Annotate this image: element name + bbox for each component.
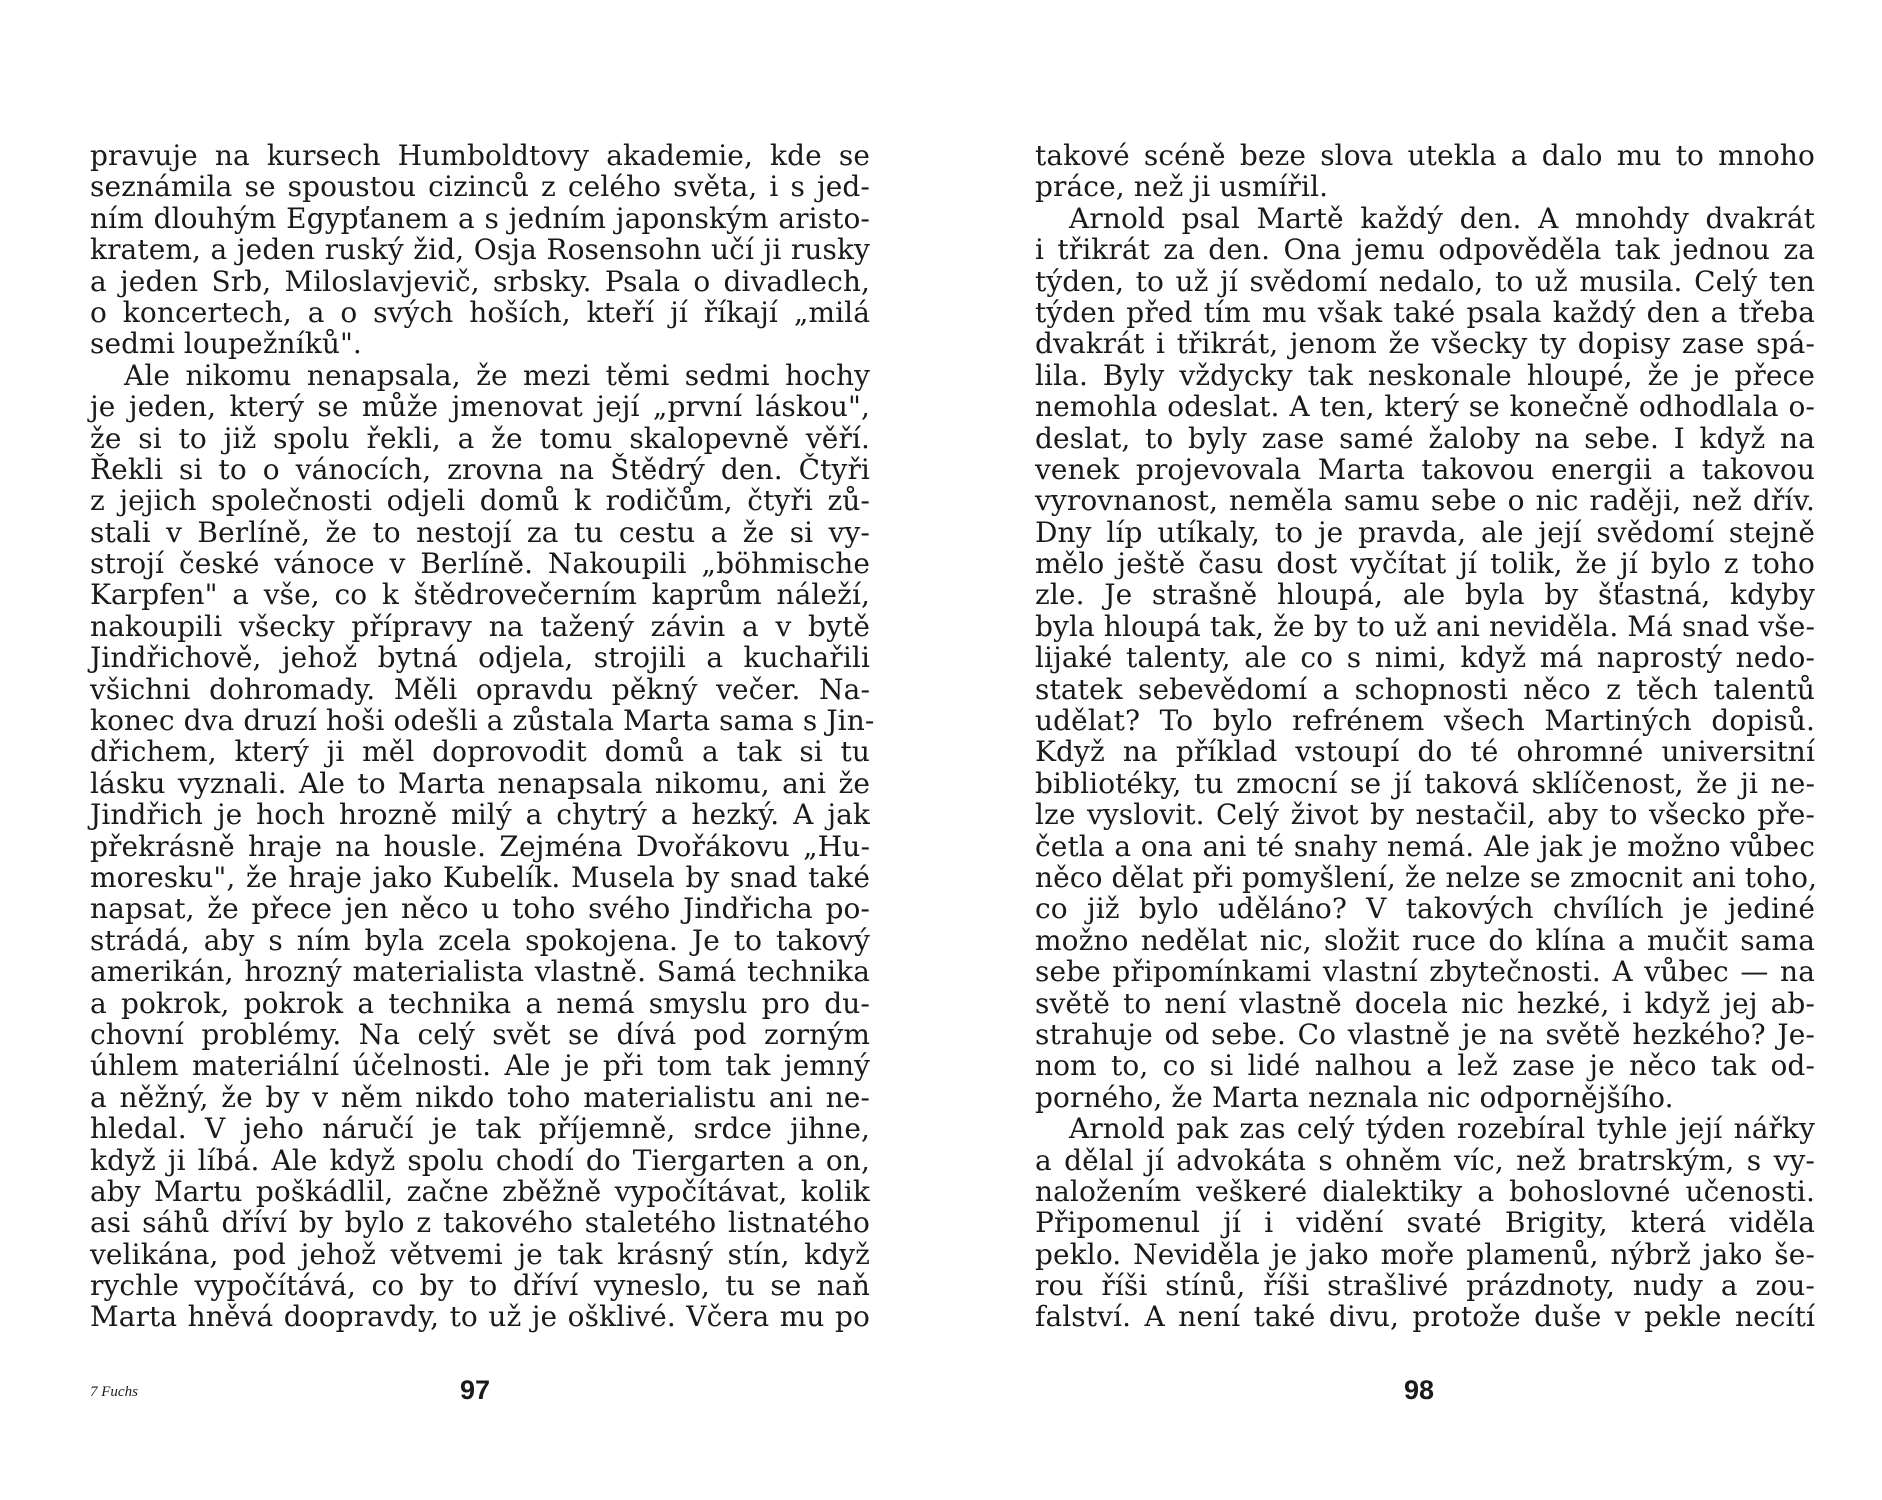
text-line: vyrovnanost, neměla samu sebe o nic raději, než dřív. [1035,484,1815,518]
text-line: aby Martu poškádlil, začne zběžně vypočítávat, kolik [90,1174,870,1208]
text-line: překrásně hraje na housle. Zejména Dvořákovu „Hu- [90,829,870,863]
text-line: byla hloupá tak, že by to už ani neviděla. Má snad vše- [1035,609,1815,643]
text-line: asi sáhů dříví by bylo z takového staletého listnatého [90,1206,870,1240]
text-line: nakoupili všecky přípravy na tažený závin a v bytě [90,609,870,643]
text-line: lila. Byly vždycky tak neskonale hloupé, že je přece [1035,358,1815,392]
text-line: a jeden Srb, Miloslavjevič, srbsky. Psala o divadlech, [90,264,870,298]
text-line: hledal. V jeho náručí je tak příjemně, srdce jihne, [90,1112,870,1146]
text-line: kratem, a jeden ruský žid, Osja Rosensohn učí ji rusky [90,233,870,267]
text-line: rou říši stínů, říši strašlivé prázdnoty, nudy a zou- [1035,1269,1815,1303]
text-line: práce, než ji usmířil. [1035,170,1329,204]
text-line: i třikrát za den. Ona jemu odpověděla tak jednou za [1035,233,1815,267]
text-line: a pokrok, pokrok a technika a nemá smyslu pro du- [90,986,870,1020]
text-line: naložením veškeré dialektiky a bohoslovné učenosti. [1035,1174,1815,1208]
text-line: mělo ještě času dost vyčítat jí tolik, že jí bylo z toho [1035,547,1815,581]
text-line: světě to není vlastně docela nic hezké, i když jej ab- [1035,986,1815,1020]
text-line: lásku vyznali. Ale to Marta nenapsala nikomu, ani že [90,766,870,800]
text-line: lze vyslovit. Celý život by nestačil, aby to všecko pře- [1035,798,1815,832]
text-line: Když na příklad vstoupí do té ohromné universitní [1035,735,1815,769]
text-line: takové scéně beze slova utekla a dalo mu to mnoho [1035,139,1815,172]
text-line: nemohla odeslat. A ten, který se konečně odhodlala o- [1035,390,1815,424]
text-line: dvakrát i třikrát, jenom že všecky ty dopisy zase spá- [1035,327,1815,361]
text-line: Dny líp utíkaly, to je pravda, ale její svědomí stejně [1035,515,1815,549]
text-line: falství. A není také divu, protože duše v pekle necítí [1035,1300,1815,1334]
text-line: strahuje od sebe. Co vlastně je na světě hezkého? Je- [1035,1017,1815,1051]
right-page [941,0,1882,1500]
text-line: Marta hněvá doopravdy, to už je ošklivé. Včera mu po [90,1300,870,1334]
text-line: z jejich společnosti odjeli domů k rodičům, čtyři zů- [90,484,870,518]
text-line: konec dva druzí hoši odešli a zůstala Marta sama s Jin- [90,704,875,738]
text-line: velikána, pod jehož větvemi je tak krásný stín, když [90,1237,870,1271]
text-line: sebe připomínkami vlastní zbytečnosti. A vůbec — na [1035,955,1815,989]
text-line: všichni dohromady. Měli opravdu pěkný večer. Na- [90,672,870,706]
text-line: venek projevovala Marta takovou energii a takovou [1035,452,1815,486]
text-line: Připomenul jí i vidění svaté Brigity, která viděla [1035,1206,1815,1240]
text-line: deslat, to byly zase samé žaloby na sebe. I když na [1035,421,1815,455]
text-line: udělat? To bylo refrénem všech Martiných dopisů. [1035,704,1815,738]
text-line: sedmi loupežníků". [90,327,362,361]
text-line: týden před tím mu však také psala každý den a třeba [1035,295,1815,329]
text-line: zle. Je strašně hloupá, ale byla by šťastná, kdyby [1035,578,1815,612]
text-line: dřichem, který ji měl doprovodit domů a tak si tu [90,735,870,769]
text-line: četla a ona ani té snahy nemá. Ale jak je možno vůbec [1035,829,1815,863]
text-line: a dělal jí advokáta s ohněm víc, než bratrským, s vy- [1035,1143,1815,1177]
text-line: možno nedělat nic, složit ruce do klína a mučit sama [1035,923,1815,957]
page-number-left: 97 [460,1375,491,1405]
text-line: statek sebevědomí a schopnosti něco z těch talentů [1035,672,1815,706]
text-line: když ji líbá. Ale když spolu chodí do Tiergarten a on, [90,1143,870,1177]
text-line: Jindřichově, jehož bytná odjela, strojili a kuchařili [90,641,870,675]
text-line: a něžný, že by v něm nikdo toho materialistu ani ne- [90,1080,870,1114]
text-line: týden, to už jí svědomí nedalo, to už musila. Celý ten [1035,264,1815,298]
text-line: amerikán, hrozný materialista vlastně. Samá technika [90,955,870,989]
text-line: je jeden, který se může jmenovat její „první láskou", [90,390,870,424]
left-page-text [90,139,875,1334]
signature-mark: 7 Fuchs [90,1384,138,1400]
page-number-right: 98 [1404,1375,1435,1405]
text-line: Arnold psal Martě každý den. A mnohdy dvakrát [1069,201,1815,235]
text-line: ním dlouhým Egypťanem a s jedním japonským aristo- [90,201,870,235]
text-line: lijaké talenty, ale co s nimi, když má naprostý nedo- [1035,641,1815,675]
text-line: Karpfen" a vše, co k štědrovečerním kaprům náleží, [90,578,870,612]
text-line: úhlem materiální účelnosti. Ale je při tom tak jemný [90,1049,870,1083]
right-page-text [1035,139,1818,1334]
text-line: Ale nikomu nenapsala, že mezi těmi sedmi hochy [124,358,870,392]
text-line: že si to již spolu řekli, a že tomu skalopevně věří. [90,421,870,455]
text-line: bibliotéky, tu zmocní se jí taková sklíčenost, že ji ne- [1035,766,1815,800]
text-line: o koncertech, a o svých hoších, kteří jí říkají „milá [90,295,870,329]
text-line: nom to, co si lidé nalhou a lež zase je něco tak od- [1035,1049,1815,1083]
text-line: pravuje na kursech Humboldtovy akademie, kde se [90,139,870,172]
text-line: strojí české vánoce v Berlíně. Nakoupili „böhmische [90,547,870,581]
text-line: chovní problémy. Na celý svět se dívá pod zorným [90,1017,870,1051]
text-line: co již bylo uděláno? V takových chvílích je jediné [1035,892,1815,926]
text-line: stali v Berlíně, že to nestojí za tu cestu a že si vy- [90,515,870,549]
text-line: rychle vypočítává, co by to dříví vyneslo, tu se naň [90,1269,870,1303]
text-line: Jindřich je hoch hrozně milý a chytrý a hezký. A jak [90,798,870,832]
text-line: napsat, že přece jen něco u toho svého Jindřicha po- [90,892,870,926]
text-line: Řekli si to o vánocích, zrovna na Štědrý den. Čtyři [90,452,870,486]
text-line: moresku", že hraje jako Kubelík. Musela by snad také [90,860,870,894]
text-line: porného, že Marta neznala nic odpornějšího. [1035,1080,1674,1114]
text-line: Arnold pak zas celý týden rozebíral tyhle její nářky [1069,1112,1815,1146]
text-line: strádá, aby s ním byla zcela spokojena. Je to takový [90,923,870,957]
text-line: něco dělat při pomyšlení, že nelze se zmocnit ani toho, [1035,860,1818,894]
text-line: seznámila se spoustou cizinců z celého světa, i s jed- [90,170,870,204]
text-line: peklo. Neviděla je jako moře plamenů, nýbrž jako še- [1035,1237,1815,1271]
